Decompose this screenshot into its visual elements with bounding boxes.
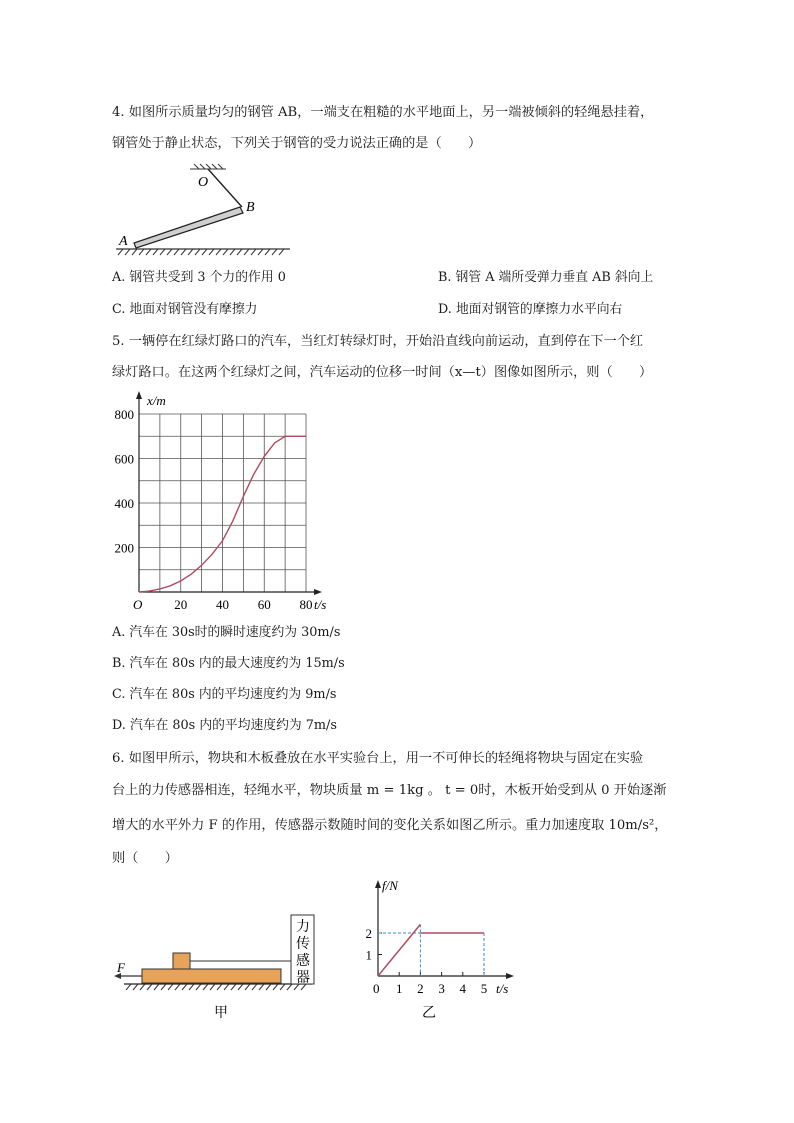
- q4-stem-line2: 钢管处于静止状态，下列关于钢管的受力说法正确的是（ ）: [112, 136, 482, 151]
- q5-option-b: B. 汽车在 80s 内的最大速度约为 15m/s: [112, 656, 345, 671]
- q4-option-b: B. 钢管 A 端所受弹力垂直 AB 斜向上: [438, 270, 654, 285]
- ft-guides: [378, 924, 484, 976]
- ft-axes: [375, 880, 514, 979]
- jia-sensor-char-4: 器: [296, 971, 310, 986]
- ft-series-rise: [378, 924, 420, 976]
- xt-y-tick-label: 600: [114, 451, 134, 467]
- ft-x-arrow: [506, 973, 514, 979]
- xt-y-tick-label: 800: [114, 407, 134, 422]
- yi-caption: 乙: [422, 1006, 436, 1021]
- q4-option-d: D. 地面对钢管的摩擦力水平向右: [438, 302, 623, 317]
- q6-stem-line1: 6. 如图甲所示，物块和木板叠放在水平实验台上，用一不可伸长的轻绳将物块与固定在实验: [112, 751, 644, 766]
- q4-stem-line1: 4. 如图所示质量均匀的钢管 AB，一端支在粗糙的水平地面上，另一端被倾斜的轻绳悬挂着，: [112, 105, 654, 120]
- q4-label-a: A: [119, 234, 128, 249]
- jia-sensor-char-2: 传: [296, 937, 310, 952]
- ft-origin-label: 0: [373, 981, 380, 996]
- ft-ylabel: f/N: [382, 878, 398, 893]
- q6-stem-line4: 则（ ）: [112, 851, 178, 866]
- q4-label-o: O: [198, 175, 209, 190]
- jia-f-label: F: [117, 960, 125, 975]
- q5-stem-line2: 绿灯路口。在这两个红绿灯之间，汽车运动的位移一时间（x—t）图像如图所示，则（ ）: [112, 365, 653, 380]
- jia-sensor-char-1: 力: [296, 920, 310, 935]
- ft-xlabel: t/s: [496, 981, 509, 996]
- ft-x-tick-label: 4: [459, 981, 467, 996]
- q5-option-a: A. 汽车在 30s时的瞬时速度约为 30m/s: [112, 625, 341, 640]
- xt-y-tick-label: 400: [114, 496, 134, 511]
- q4-label-b: B: [246, 200, 255, 215]
- ft-x-tick-label: 5: [480, 981, 488, 996]
- xt-origin-label: O: [133, 597, 143, 612]
- q6-stem-line3: 增大的水平外力 F 的作用，传感器示数随时间的变化关系如图乙所示。重力加速度取 10m/s²，: [112, 818, 668, 833]
- xt-y-tick-label: 200: [114, 540, 134, 556]
- ft-y-tick-label: 1: [365, 947, 372, 963]
- q5-stem-line1: 5. 一辆停在红绿灯路口的汽车，当红灯转绿灯时，开始沿直线向前运动，直到停在下一个红: [112, 334, 644, 349]
- xt-ylabel: x/m: [147, 393, 166, 408]
- q5-option-c: C. 汽车在 80s 内的平均速度约为 9m/s: [112, 687, 337, 702]
- jia-caption: 甲: [214, 1006, 228, 1021]
- ft-y-tick-label: 2: [365, 926, 372, 941]
- xt-x-tick-label: 60: [257, 597, 271, 612]
- q5-option-d: D. 汽车在 80s 内的平均速度约为 7m/s: [112, 718, 337, 733]
- xt-x-tick-label: 80: [299, 597, 313, 612]
- ft-x-tick-label: 2: [417, 981, 424, 996]
- q4-option-a: A. 钢管共受到 3 个力的作用 0: [112, 270, 286, 285]
- q6-stem-line2: 台上的力传感器相连，轻绳水平，物块质量 m = 1kg 。 t = 0时，木板开始受到从 0 开始逐渐: [112, 783, 667, 798]
- xt-xlabel: t/s: [314, 597, 327, 612]
- ft-x-tick-label: 1: [395, 981, 403, 996]
- jia-sensor-char-3: 感: [296, 954, 310, 969]
- xt-x-tick-label: 40: [216, 597, 229, 612]
- q4-option-c: C. 地面对钢管没有摩擦力: [112, 302, 258, 317]
- ft-series: [378, 924, 484, 976]
- xt-x-tick-label: 20: [174, 597, 188, 612]
- ft-tick-labels: [366, 926, 488, 996]
- ft-x-tick-label: 3: [438, 981, 445, 996]
- ft-y-arrow: [375, 880, 381, 888]
